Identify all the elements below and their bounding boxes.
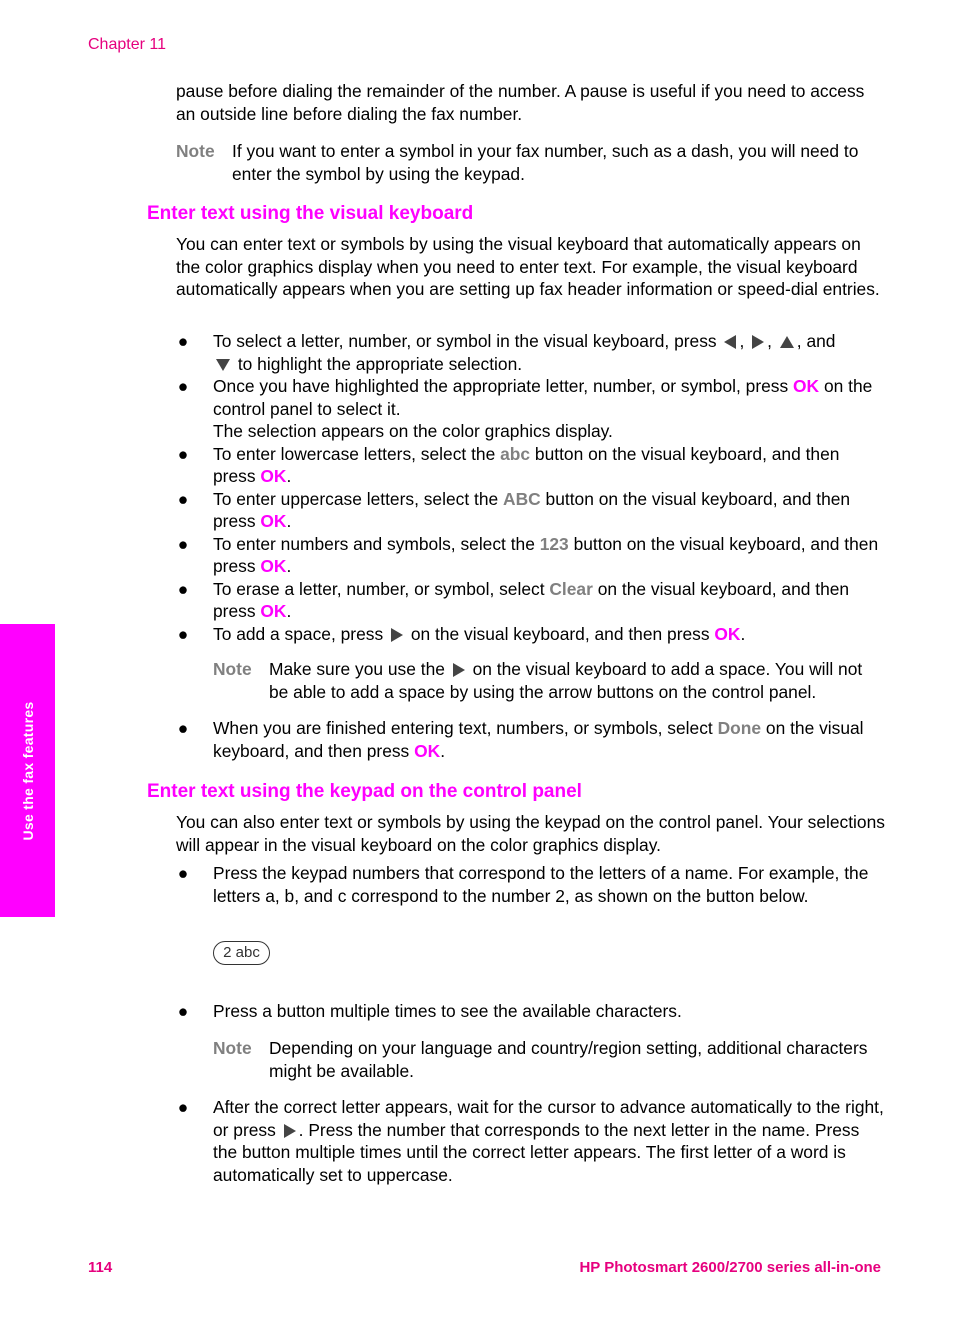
note-text: If you want to enter a symbol in your fax number, such as a dash, you will need to enter the symbol by using the keypad. <box>232 141 859 184</box>
uppercase-abc-button-ref: ABC <box>503 488 541 509</box>
section2-paragraph: You can also enter text or symbols by using the keypad on the control panel. Your selections will appear in the visual keyboard on the color graphics display. <box>176 812 885 855</box>
keypad-2-abc-button-image: 2 abc <box>213 941 270 965</box>
list-item: ● To enter lowercase letters, select the abc button on the visual keyboard, and then press OK. <box>177 443 840 486</box>
down-arrow-icon <box>216 359 230 371</box>
note-text: Depending on your language and country/region setting, additional characters might be available. <box>269 1038 868 1081</box>
bullet-icon: ● <box>177 1097 189 1117</box>
bullet-icon: ● <box>177 578 189 599</box>
section1-paragraph: You can enter text or symbols by using the visual keyboard that automatically appears on the color graphics display when you need to enter text. For example, the visual keyboard automatically appears when you are setting up fax header information or speed-dial entries. <box>176 234 880 299</box>
ok-button-ref: OK <box>793 376 820 396</box>
up-arrow-icon <box>780 336 794 348</box>
section2-bullet-list-c <box>176 1096 886 1186</box>
done-button-ref: Done <box>717 718 762 738</box>
note-label: Note <box>213 659 252 679</box>
bullet-icon: ● <box>177 623 189 644</box>
bullet-icon: ● <box>177 331 189 351</box>
ok-button-ref: OK <box>260 511 287 531</box>
list-item: ● To enter uppercase letters, select the ABC button on the visual keyboard, and then press OK. <box>177 488 851 531</box>
list-item: ● Once you have highlighted the appropriate letter, number, or symbol, press OK on the control panel to select it. The selection appears on the color graphics display. <box>177 376 873 441</box>
bullet-icon: ● <box>177 718 189 738</box>
intro-paragraph: pause before dialing the remainder of the number. A pause is useful if you need to access an outside line before dialing the fax number. <box>176 81 865 124</box>
bullet-icon: ● <box>177 443 189 464</box>
bullet-icon: ● <box>177 488 189 509</box>
list-item: ● To enter numbers and symbols, select the 123 button on the visual keyboard, and then press OK. <box>177 533 879 576</box>
bullet-icon: ● <box>177 533 189 554</box>
section-heading-visual-keyboard: Enter text using the visual keyboard <box>147 203 474 224</box>
abc-button-ref: abc <box>500 443 531 464</box>
clear-button-ref: Clear <box>549 578 593 599</box>
list-item: ● To select a letter, number, or symbol in the visual keyboard, press , , , and to highlight the appropriate selection. <box>177 331 836 374</box>
side-tab-label: Use the fax features <box>19 700 36 841</box>
section-heading-keypad: Enter text using the keypad on the control panel <box>147 781 582 802</box>
footer-title: HP Photosmart 2600/2700 series all-in-one <box>579 1259 881 1276</box>
page-number: 114 <box>88 1259 113 1276</box>
space-note: Note Make sure you use the on the visual keyboard to add a space. You will not be able to add a space by using the arrow buttons on the control panel. <box>213 659 863 702</box>
ok-button-ref: OK <box>260 601 287 621</box>
list-item: ● To erase a letter, number, or symbol, select Clear on the visual keyboard, and then press OK. <box>177 578 850 621</box>
numbers-button-ref: 123 <box>539 533 569 554</box>
section1-bullet-list <box>176 330 886 645</box>
note-label: Note <box>213 1038 252 1058</box>
ok-button-ref: OK <box>260 556 287 576</box>
intro-note <box>176 140 886 185</box>
list-item: ● Press the keypad numbers that correspond to the letters of a name. For example, the letters a, b, and c correspond to the number 2, as shown on the button below. <box>177 863 869 906</box>
language-note <box>213 1037 886 1082</box>
right-arrow-icon <box>284 1124 296 1138</box>
ok-button-ref: OK <box>260 466 287 486</box>
right-arrow-icon <box>752 335 764 349</box>
left-arrow-icon <box>724 335 736 349</box>
section1-bullet-list-continued <box>176 717 886 762</box>
bullet-icon: ● <box>177 376 189 396</box>
right-arrow-icon <box>391 628 403 642</box>
list-item: ● When you are finished entering text, numbers, or symbols, select Done on the visual keyboard, and then press OK. <box>177 718 864 761</box>
right-arrow-icon <box>453 663 465 677</box>
ok-button-ref: OK <box>414 740 441 761</box>
note-label: Note <box>176 141 215 161</box>
chapter-label: Chapter 11 <box>88 36 166 53</box>
section2-bullet-list <box>176 862 886 907</box>
bullet-icon: ● <box>177 863 189 883</box>
bullet-icon: ● <box>177 1001 189 1021</box>
list-item: ● After the correct letter appears, wait for the cursor to advance automatically to the right, or press . Press the number that corresponds to the next letter in the name. Press the button multiple times until the correct letter appears. The first letter of a word is automatically set to uppercase. <box>177 1097 884 1185</box>
ok-button-ref: OK <box>714 623 741 644</box>
list-item: ● Press a button multiple times to see the available characters. <box>177 1001 682 1021</box>
list-item: ● To add a space, press on the visual keyboard, and then press OK. <box>177 623 746 644</box>
section2-bullet-list-b <box>176 1000 886 1023</box>
side-tab <box>0 624 55 917</box>
